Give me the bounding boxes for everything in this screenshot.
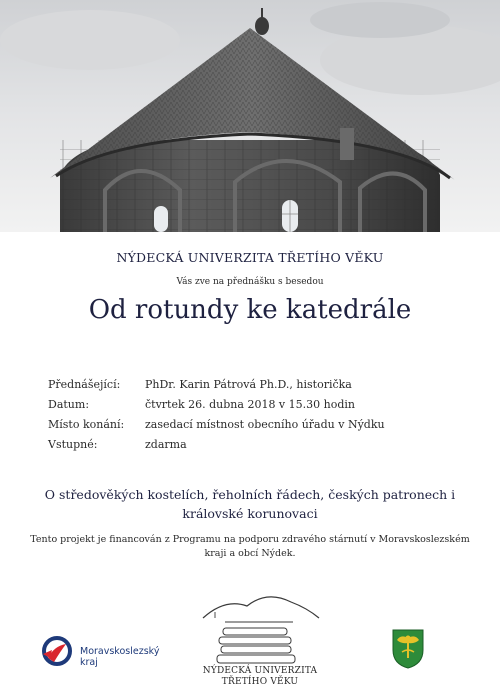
detail-value: zasedací místnost obecního úřadu v Nýdku: [145, 417, 385, 431]
mountains-books-icon: [195, 588, 325, 666]
moravskoslezsky-kraj-logo: [40, 632, 160, 672]
university-logo: [195, 588, 325, 698]
detail-label: Vstupné:: [48, 437, 98, 451]
detail-row-admission: [48, 434, 468, 454]
detail-row-venue: [48, 414, 468, 434]
detail-value: zdarma: [145, 437, 187, 451]
detail-value: čtvrtek 26. dubna 2018 v 15.30 hodin: [145, 397, 355, 411]
detail-label: Datum:: [48, 397, 90, 411]
lecture-subtitle: O středověkých kostelích, řeholních řádech, českých patronech i královské korunovaci: [44, 487, 456, 521]
invitation-text: Vás zve na přednášku s besedou: [176, 277, 324, 287]
event-details: [48, 374, 468, 454]
detail-label: Přednášející:: [48, 377, 121, 391]
organization-name: NÝDECKÁ UNIVERZITA TŘETÍHO VĚKU: [116, 250, 384, 265]
university-name-line1: NÝDECKÁ UNIVERZITA: [202, 666, 318, 676]
funding-note: Tento projekt je financován z Programu na podporu zdravého stárnutí v Moravskoslezském kraji a obcí Nýdek.: [30, 534, 470, 559]
detail-value: PhDr. Karin Pátrová Ph.D., historička: [145, 377, 352, 391]
hero-photo-rotunda: [0, 0, 500, 232]
nydek-coat-of-arms-icon: [391, 628, 425, 670]
detail-label: Místo konání:: [48, 417, 125, 431]
region-name-line1: Moravskoslezský: [80, 646, 160, 657]
lecture-title: Od rotundy ke katedrále: [88, 295, 412, 325]
detail-row-lecturer: [48, 374, 468, 394]
detail-row-date: [48, 394, 468, 414]
university-name-line2: TŘETÍHO VĚKU: [221, 677, 299, 687]
region-emblem-icon: [40, 632, 80, 672]
region-name-line2: kraj: [80, 657, 98, 668]
